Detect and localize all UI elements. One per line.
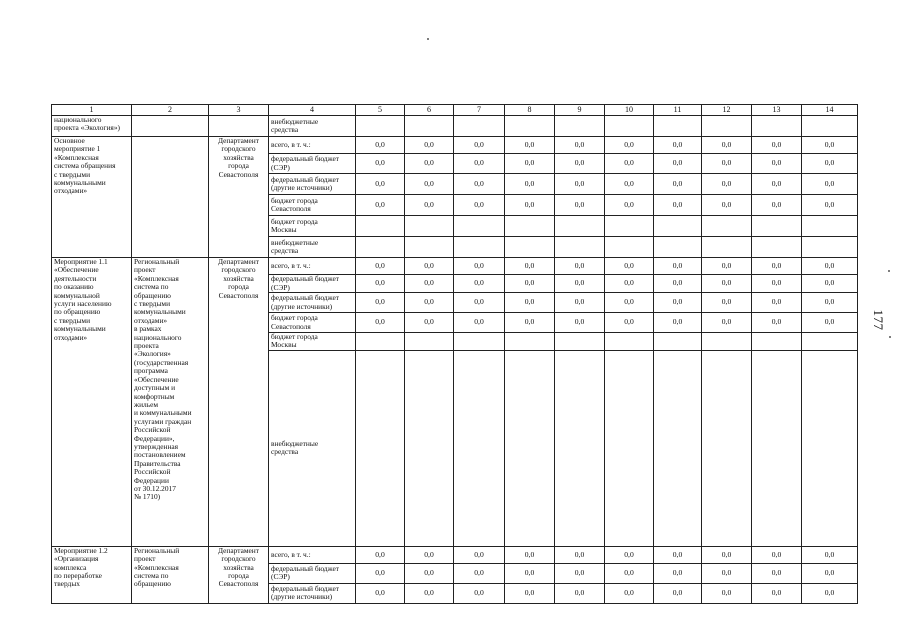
value-cell bbox=[405, 350, 454, 546]
value-cell: 0,0 bbox=[405, 583, 454, 603]
funding-source-cell: всего, в т. ч.: bbox=[269, 258, 356, 275]
value-cell bbox=[752, 333, 802, 351]
funding-source-cell: внебюджетные средства bbox=[269, 350, 356, 546]
activity-name-cell: Мероприятие 1.1 «Обеспечение деятельности по оказанию коммунальной услуги населению по обращению с твердыми коммунальными отходами» bbox=[52, 258, 132, 547]
scan-speck bbox=[889, 336, 891, 338]
executor-cell: Департамент городского хозяйства города Севастополя bbox=[209, 258, 269, 547]
funding-source-cell: бюджет города Москвы bbox=[269, 216, 356, 237]
value-cell: 0,0 bbox=[555, 275, 605, 293]
project-cell: Региональный проект «Комплексная система по обращению с твердыми коммунальными отходами» в рамках национального проекта «Экология» (государственная программа «Обеспечение доступным и комфортным жильем и коммунальными услугами граждан Российской Федерации», утвержденная постановлением Правительства Российской Федерации от 30.12.2017 № 1710) bbox=[132, 258, 209, 547]
value-cell: 0,0 bbox=[555, 137, 605, 154]
value-cell: 0,0 bbox=[454, 154, 505, 174]
value-cell: 0,0 bbox=[654, 546, 702, 563]
project-cell: Региональный проект «Комплексная система по обращению bbox=[132, 546, 209, 603]
value-cell bbox=[802, 350, 858, 546]
column-header: 4 bbox=[269, 105, 356, 116]
value-cell: 0,0 bbox=[654, 258, 702, 275]
value-cell bbox=[356, 350, 405, 546]
value-cell: 0,0 bbox=[802, 583, 858, 603]
value-cell bbox=[802, 216, 858, 237]
value-cell: 0,0 bbox=[752, 275, 802, 293]
value-cell: 0,0 bbox=[654, 313, 702, 333]
value-cell: 0,0 bbox=[752, 258, 802, 275]
value-cell: 0,0 bbox=[605, 293, 654, 313]
value-cell: 0,0 bbox=[605, 195, 654, 216]
value-cell: 0,0 bbox=[654, 137, 702, 154]
value-cell bbox=[405, 216, 454, 237]
value-cell: 0,0 bbox=[454, 583, 505, 603]
value-cell bbox=[654, 333, 702, 351]
funding-source-cell: бюджет города Москвы bbox=[269, 333, 356, 351]
value-cell: 0,0 bbox=[356, 293, 405, 313]
value-cell: 0,0 bbox=[505, 258, 555, 275]
value-cell: 0,0 bbox=[454, 137, 505, 154]
value-cell: 0,0 bbox=[356, 275, 405, 293]
value-cell bbox=[752, 216, 802, 237]
column-header: 6 bbox=[405, 105, 454, 116]
value-cell bbox=[752, 350, 802, 546]
value-cell: 0,0 bbox=[654, 174, 702, 195]
page-number: 177 bbox=[871, 309, 886, 331]
value-cell bbox=[605, 116, 654, 137]
value-cell bbox=[454, 116, 505, 137]
value-cell bbox=[702, 116, 752, 137]
value-cell: 0,0 bbox=[605, 174, 654, 195]
value-cell bbox=[555, 216, 605, 237]
value-cell: 0,0 bbox=[702, 258, 752, 275]
value-cell: 0,0 bbox=[505, 174, 555, 195]
value-cell bbox=[454, 350, 505, 546]
project-cell bbox=[132, 116, 209, 137]
value-cell: 0,0 bbox=[405, 195, 454, 216]
value-cell: 0,0 bbox=[654, 293, 702, 313]
value-cell bbox=[802, 237, 858, 258]
value-cell bbox=[654, 237, 702, 258]
value-cell: 0,0 bbox=[702, 563, 752, 583]
value-cell bbox=[505, 333, 555, 351]
value-cell: 0,0 bbox=[752, 195, 802, 216]
value-cell: 0,0 bbox=[605, 583, 654, 603]
value-cell bbox=[752, 237, 802, 258]
value-cell bbox=[505, 116, 555, 137]
value-cell: 0,0 bbox=[654, 154, 702, 174]
value-cell: 0,0 bbox=[752, 313, 802, 333]
value-cell: 0,0 bbox=[555, 546, 605, 563]
project-cell bbox=[132, 137, 209, 258]
value-cell: 0,0 bbox=[702, 195, 752, 216]
header-row bbox=[52, 105, 858, 116]
value-cell bbox=[405, 116, 454, 137]
value-cell bbox=[605, 216, 654, 237]
value-cell: 0,0 bbox=[454, 293, 505, 313]
value-cell: 0,0 bbox=[702, 293, 752, 313]
executor-cell: Департамент городского хозяйства города Севастополя bbox=[209, 546, 269, 603]
value-cell bbox=[802, 116, 858, 137]
funding-source-cell: внебюджетные средства bbox=[269, 116, 356, 137]
value-cell: 0,0 bbox=[454, 258, 505, 275]
value-cell bbox=[702, 237, 752, 258]
value-cell: 0,0 bbox=[752, 137, 802, 154]
value-cell bbox=[405, 333, 454, 351]
value-cell: 0,0 bbox=[356, 137, 405, 154]
value-cell: 0,0 bbox=[505, 583, 555, 603]
value-cell bbox=[702, 333, 752, 351]
funding-source-cell: федеральный бюджет (СЭР) bbox=[269, 275, 356, 293]
value-cell: 0,0 bbox=[654, 563, 702, 583]
value-cell: 0,0 bbox=[802, 546, 858, 563]
value-cell: 0,0 bbox=[405, 546, 454, 563]
value-cell: 0,0 bbox=[752, 174, 802, 195]
value-cell: 0,0 bbox=[454, 546, 505, 563]
value-cell bbox=[555, 350, 605, 546]
value-cell: 0,0 bbox=[702, 546, 752, 563]
value-cell: 0,0 bbox=[454, 563, 505, 583]
table-row bbox=[52, 258, 858, 275]
value-cell bbox=[356, 216, 405, 237]
value-cell: 0,0 bbox=[654, 195, 702, 216]
value-cell: 0,0 bbox=[702, 583, 752, 603]
funding-source-cell: бюджет города Севастополя bbox=[269, 313, 356, 333]
value-cell bbox=[555, 333, 605, 351]
value-cell: 0,0 bbox=[802, 195, 858, 216]
value-cell: 0,0 bbox=[802, 174, 858, 195]
value-cell: 0,0 bbox=[405, 137, 454, 154]
funding-source-cell: федеральный бюджет (другие источники) bbox=[269, 174, 356, 195]
executor-cell bbox=[209, 116, 269, 137]
column-header: 1 bbox=[52, 105, 132, 116]
funding-source-cell: внебюджетные средства bbox=[269, 237, 356, 258]
funding-source-cell: федеральный бюджет (другие источники) bbox=[269, 293, 356, 313]
column-header: 3 bbox=[209, 105, 269, 116]
value-cell: 0,0 bbox=[605, 563, 654, 583]
value-cell: 0,0 bbox=[454, 313, 505, 333]
value-cell: 0,0 bbox=[454, 195, 505, 216]
value-cell bbox=[654, 116, 702, 137]
value-cell: 0,0 bbox=[555, 313, 605, 333]
value-cell: 0,0 bbox=[605, 154, 654, 174]
value-cell bbox=[555, 116, 605, 137]
value-cell: 0,0 bbox=[605, 275, 654, 293]
value-cell bbox=[605, 350, 654, 546]
value-cell: 0,0 bbox=[555, 583, 605, 603]
value-cell: 0,0 bbox=[405, 258, 454, 275]
column-header: 2 bbox=[132, 105, 209, 116]
value-cell: 0,0 bbox=[405, 313, 454, 333]
value-cell: 0,0 bbox=[802, 293, 858, 313]
value-cell bbox=[605, 237, 654, 258]
column-header: 14 bbox=[802, 105, 858, 116]
value-cell bbox=[505, 350, 555, 546]
value-cell bbox=[605, 333, 654, 351]
column-header: 8 bbox=[505, 105, 555, 116]
value-cell: 0,0 bbox=[802, 275, 858, 293]
value-cell: 0,0 bbox=[802, 313, 858, 333]
value-cell: 0,0 bbox=[356, 563, 405, 583]
value-cell: 0,0 bbox=[654, 583, 702, 603]
value-cell: 0,0 bbox=[356, 154, 405, 174]
value-cell: 0,0 bbox=[702, 154, 752, 174]
value-cell: 0,0 bbox=[405, 154, 454, 174]
value-cell: 0,0 bbox=[605, 313, 654, 333]
value-cell: 0,0 bbox=[702, 137, 752, 154]
value-cell: 0,0 bbox=[752, 583, 802, 603]
column-header: 12 bbox=[702, 105, 752, 116]
value-cell: 0,0 bbox=[505, 195, 555, 216]
value-cell bbox=[702, 216, 752, 237]
value-cell: 0,0 bbox=[356, 174, 405, 195]
value-cell: 0,0 bbox=[802, 137, 858, 154]
value-cell: 0,0 bbox=[555, 293, 605, 313]
value-cell: 0,0 bbox=[752, 546, 802, 563]
value-cell: 0,0 bbox=[555, 563, 605, 583]
column-header: 11 bbox=[654, 105, 702, 116]
value-cell: 0,0 bbox=[555, 154, 605, 174]
value-cell: 0,0 bbox=[702, 313, 752, 333]
value-cell: 0,0 bbox=[752, 563, 802, 583]
value-cell: 0,0 bbox=[752, 293, 802, 313]
value-cell: 0,0 bbox=[356, 258, 405, 275]
value-cell bbox=[405, 237, 454, 258]
value-cell bbox=[802, 333, 858, 351]
executor-cell: Департамент городского хозяйства города Севастополя bbox=[209, 137, 269, 258]
value-cell: 0,0 bbox=[505, 313, 555, 333]
column-header: 7 bbox=[454, 105, 505, 116]
value-cell: 0,0 bbox=[605, 137, 654, 154]
value-cell: 0,0 bbox=[505, 546, 555, 563]
activity-name-cell: Основное мероприятие 1 «Комплексная система обращения с твердыми коммунальными отходами» bbox=[52, 137, 132, 258]
value-cell: 0,0 bbox=[405, 293, 454, 313]
funding-source-cell: всего, в т. ч.: bbox=[269, 546, 356, 563]
value-cell: 0,0 bbox=[405, 174, 454, 195]
value-cell bbox=[505, 216, 555, 237]
column-header: 9 bbox=[555, 105, 605, 116]
value-cell bbox=[356, 237, 405, 258]
table-row bbox=[52, 137, 858, 154]
value-cell: 0,0 bbox=[802, 563, 858, 583]
activity-name-cell: Мероприятие 1.2 «Организация комплекса по переработке твердых bbox=[52, 546, 132, 603]
value-cell: 0,0 bbox=[555, 258, 605, 275]
value-cell: 0,0 bbox=[356, 546, 405, 563]
value-cell: 0,0 bbox=[405, 275, 454, 293]
column-header: 5 bbox=[356, 105, 405, 116]
value-cell: 0,0 bbox=[752, 154, 802, 174]
funding-source-cell: федеральный бюджет (СЭР) bbox=[269, 563, 356, 583]
column-header: 13 bbox=[752, 105, 802, 116]
value-cell bbox=[356, 116, 405, 137]
value-cell bbox=[454, 237, 505, 258]
value-cell: 0,0 bbox=[505, 275, 555, 293]
column-header: 10 bbox=[605, 105, 654, 116]
value-cell bbox=[654, 350, 702, 546]
value-cell: 0,0 bbox=[505, 293, 555, 313]
scan-speck bbox=[427, 38, 429, 40]
value-cell: 0,0 bbox=[605, 546, 654, 563]
value-cell: 0,0 bbox=[702, 174, 752, 195]
table-row bbox=[52, 116, 858, 137]
value-cell: 0,0 bbox=[356, 313, 405, 333]
value-cell: 0,0 bbox=[356, 195, 405, 216]
value-cell: 0,0 bbox=[802, 154, 858, 174]
value-cell: 0,0 bbox=[505, 137, 555, 154]
value-cell: 0,0 bbox=[605, 258, 654, 275]
value-cell: 0,0 bbox=[505, 154, 555, 174]
scan-speck bbox=[888, 270, 890, 272]
value-cell bbox=[752, 116, 802, 137]
funding-source-cell: бюджет города Севастополя bbox=[269, 195, 356, 216]
funding-source-cell: федеральный бюджет (СЭР) bbox=[269, 154, 356, 174]
funding-source-cell: федеральный бюджет (другие источники) bbox=[269, 583, 356, 603]
value-cell: 0,0 bbox=[454, 275, 505, 293]
value-cell bbox=[654, 216, 702, 237]
value-cell: 0,0 bbox=[802, 258, 858, 275]
table-row bbox=[52, 546, 858, 563]
budget-table bbox=[51, 104, 858, 604]
value-cell: 0,0 bbox=[505, 563, 555, 583]
value-cell bbox=[505, 237, 555, 258]
value-cell bbox=[454, 216, 505, 237]
activity-name-cell: национального проекта «Экология») bbox=[52, 116, 132, 137]
value-cell bbox=[555, 237, 605, 258]
value-cell: 0,0 bbox=[454, 174, 505, 195]
value-cell: 0,0 bbox=[555, 195, 605, 216]
value-cell: 0,0 bbox=[555, 174, 605, 195]
value-cell bbox=[356, 333, 405, 351]
value-cell: 0,0 bbox=[405, 563, 454, 583]
funding-source-cell: всего, в т. ч.: bbox=[269, 137, 356, 154]
value-cell bbox=[702, 350, 752, 546]
value-cell: 0,0 bbox=[702, 275, 752, 293]
value-cell: 0,0 bbox=[654, 275, 702, 293]
value-cell: 0,0 bbox=[356, 583, 405, 603]
value-cell bbox=[454, 333, 505, 351]
